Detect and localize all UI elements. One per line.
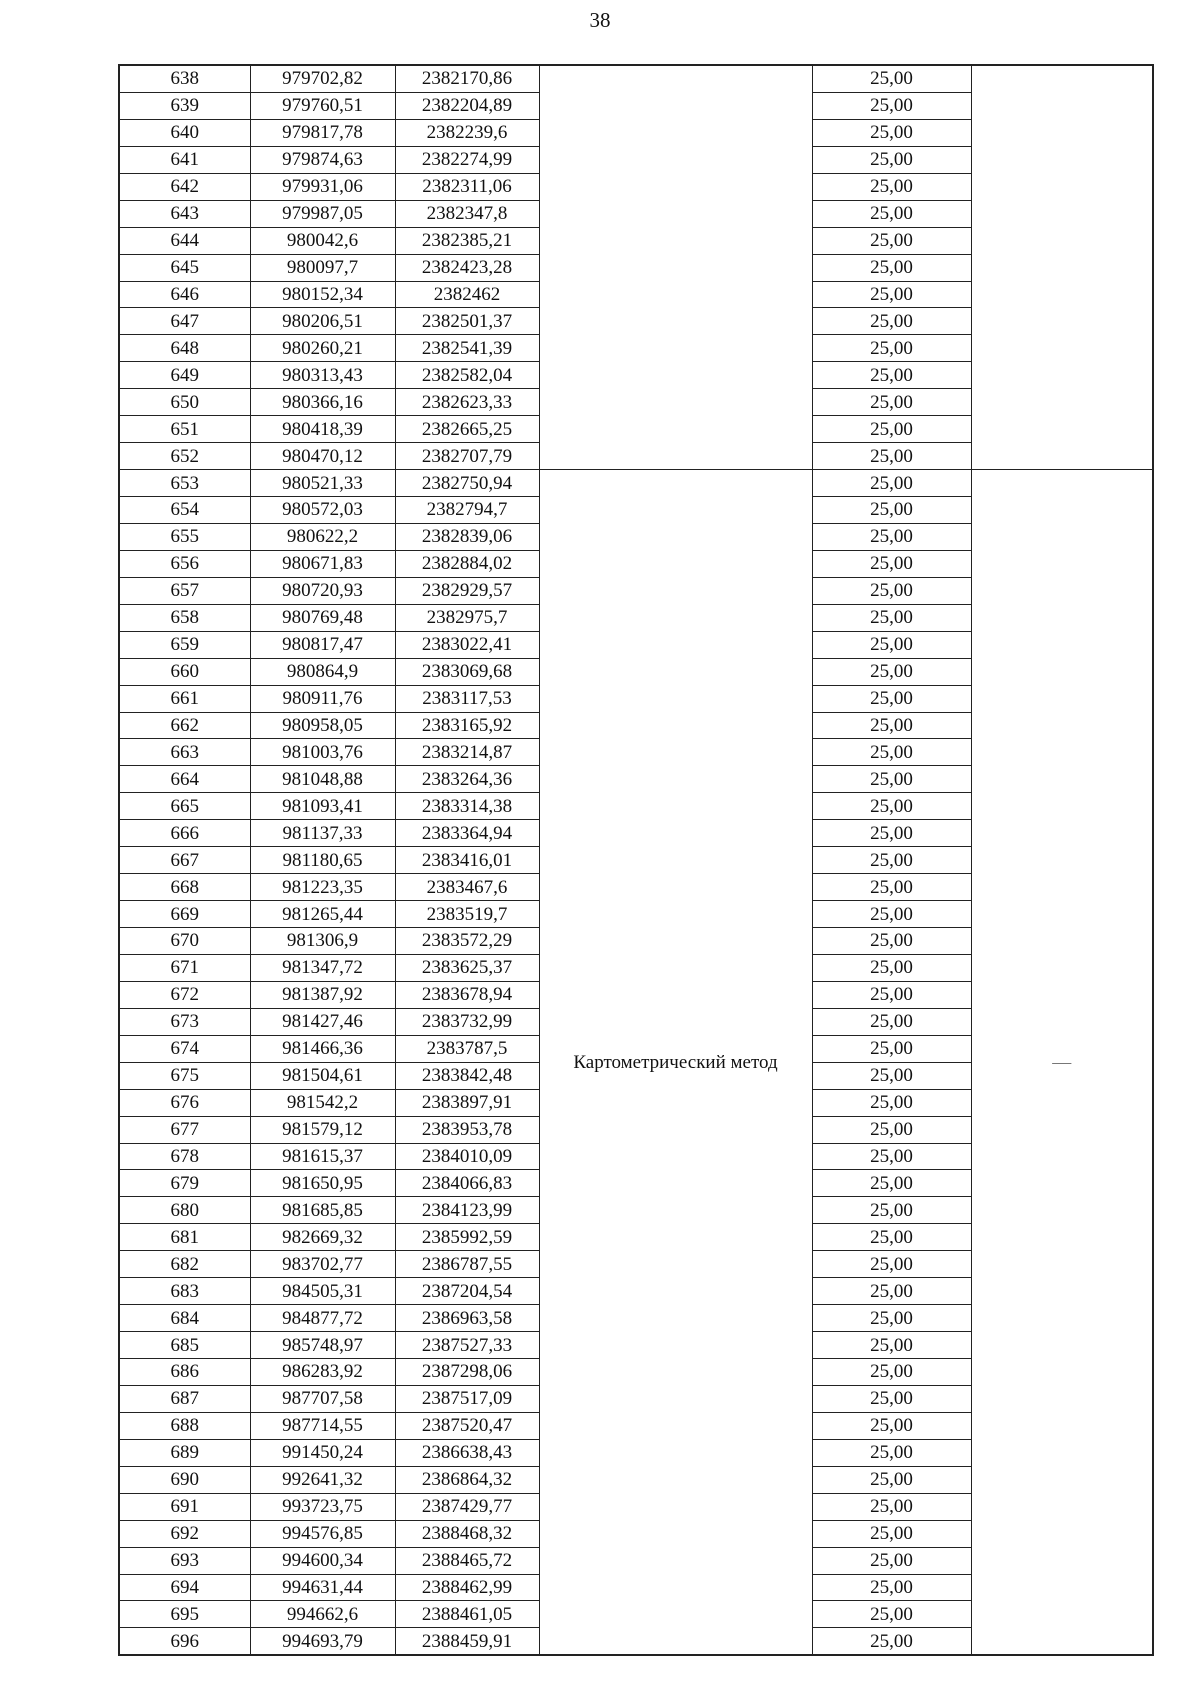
y-coordinate-cell: 2383069,68: [395, 658, 539, 685]
accuracy-cell: 25,00: [812, 200, 971, 227]
note-cell: —: [971, 470, 1153, 1656]
point-number-cell: 652: [119, 443, 250, 470]
y-coordinate-cell: 2383519,7: [395, 901, 539, 928]
table-row: [119, 470, 1153, 497]
y-coordinate-cell: 2384066,83: [395, 1170, 539, 1197]
y-coordinate-cell: 2383678,94: [395, 981, 539, 1008]
accuracy-cell: 25,00: [812, 739, 971, 766]
point-number-cell: 641: [119, 146, 250, 173]
accuracy-cell: 25,00: [812, 1197, 971, 1224]
point-number-cell: 680: [119, 1197, 250, 1224]
point-number-cell: 639: [119, 92, 250, 119]
x-coordinate-cell: 981579,12: [250, 1116, 395, 1143]
y-coordinate-cell: 2385992,59: [395, 1224, 539, 1251]
y-coordinate-cell: 2388462,99: [395, 1574, 539, 1601]
y-coordinate-cell: 2384123,99: [395, 1197, 539, 1224]
accuracy-cell: 25,00: [812, 362, 971, 389]
x-coordinate-cell: 991450,24: [250, 1439, 395, 1466]
x-coordinate-cell: 981137,33: [250, 820, 395, 847]
accuracy-cell: 25,00: [812, 685, 971, 712]
x-coordinate-cell: 980958,05: [250, 712, 395, 739]
y-coordinate-cell: 2382794,7: [395, 497, 539, 524]
accuracy-cell: 25,00: [812, 1089, 971, 1116]
accuracy-cell: 25,00: [812, 1170, 971, 1197]
x-coordinate-cell: 987714,55: [250, 1412, 395, 1439]
y-coordinate-cell: 2382239,6: [395, 119, 539, 146]
accuracy-cell: 25,00: [812, 1035, 971, 1062]
y-coordinate-cell: 2386787,55: [395, 1251, 539, 1278]
accuracy-cell: 25,00: [812, 1143, 971, 1170]
accuracy-cell: 25,00: [812, 1008, 971, 1035]
point-number-cell: 671: [119, 954, 250, 981]
accuracy-cell: 25,00: [812, 1493, 971, 1520]
accuracy-cell: 25,00: [812, 335, 971, 362]
point-number-cell: 693: [119, 1547, 250, 1574]
point-number-cell: 683: [119, 1278, 250, 1305]
x-coordinate-cell: 980671,83: [250, 550, 395, 577]
point-number-cell: 679: [119, 1170, 250, 1197]
x-coordinate-cell: 980622,2: [250, 523, 395, 550]
x-coordinate-cell: 979760,51: [250, 92, 395, 119]
x-coordinate-cell: 981093,41: [250, 793, 395, 820]
accuracy-cell: 25,00: [812, 766, 971, 793]
y-coordinate-cell: 2383214,87: [395, 739, 539, 766]
y-coordinate-cell: 2383264,36: [395, 766, 539, 793]
y-coordinate-cell: 2388459,91: [395, 1628, 539, 1655]
point-number-cell: 645: [119, 254, 250, 281]
point-number-cell: 642: [119, 173, 250, 200]
y-coordinate-cell: 2383314,38: [395, 793, 539, 820]
accuracy-cell: 25,00: [812, 389, 971, 416]
accuracy-cell: 25,00: [812, 954, 971, 981]
point-number-cell: 670: [119, 928, 250, 955]
y-coordinate-cell: 2382311,06: [395, 173, 539, 200]
y-coordinate-cell: 2382582,04: [395, 362, 539, 389]
y-coordinate-cell: 2382623,33: [395, 389, 539, 416]
accuracy-cell: 25,00: [812, 173, 971, 200]
accuracy-cell: 25,00: [812, 1224, 971, 1251]
accuracy-cell: 25,00: [812, 1439, 971, 1466]
y-coordinate-cell: 2382929,57: [395, 577, 539, 604]
accuracy-cell: 25,00: [812, 1116, 971, 1143]
point-number-cell: 648: [119, 335, 250, 362]
y-coordinate-cell: 2382347,8: [395, 200, 539, 227]
accuracy-cell: 25,00: [812, 497, 971, 524]
x-coordinate-cell: 980911,76: [250, 685, 395, 712]
x-coordinate-cell: 979874,63: [250, 146, 395, 173]
point-number-cell: 650: [119, 389, 250, 416]
y-coordinate-cell: 2383842,48: [395, 1062, 539, 1089]
x-coordinate-cell: 981306,9: [250, 928, 395, 955]
point-number-cell: 661: [119, 685, 250, 712]
accuracy-cell: 25,00: [812, 604, 971, 631]
accuracy-cell: 25,00: [812, 1412, 971, 1439]
x-coordinate-cell: 981347,72: [250, 954, 395, 981]
method-cell: Картометрический метод: [539, 470, 812, 1656]
y-coordinate-cell: 2386864,32: [395, 1466, 539, 1493]
accuracy-cell: 25,00: [812, 1628, 971, 1655]
point-number-cell: 653: [119, 470, 250, 497]
y-coordinate-cell: 2383364,94: [395, 820, 539, 847]
method-cell: [539, 65, 812, 470]
y-coordinate-cell: 2382750,94: [395, 470, 539, 497]
point-number-cell: 686: [119, 1359, 250, 1386]
accuracy-cell: 25,00: [812, 1062, 971, 1089]
point-number-cell: 682: [119, 1251, 250, 1278]
accuracy-cell: 25,00: [812, 631, 971, 658]
point-number-cell: 657: [119, 577, 250, 604]
x-coordinate-cell: 994576,85: [250, 1520, 395, 1547]
point-number-cell: 659: [119, 631, 250, 658]
accuracy-cell: 25,00: [812, 92, 971, 119]
accuracy-cell: 25,00: [812, 874, 971, 901]
x-coordinate-cell: 980720,93: [250, 577, 395, 604]
accuracy-cell: 25,00: [812, 1359, 971, 1386]
y-coordinate-cell: 2382707,79: [395, 443, 539, 470]
point-number-cell: 675: [119, 1062, 250, 1089]
accuracy-cell: 25,00: [812, 308, 971, 335]
y-coordinate-cell: 2387527,33: [395, 1332, 539, 1359]
point-number-cell: 694: [119, 1574, 250, 1601]
accuracy-cell: 25,00: [812, 1305, 971, 1332]
y-coordinate-cell: 2383467,6: [395, 874, 539, 901]
accuracy-cell: 25,00: [812, 1547, 971, 1574]
point-number-cell: 660: [119, 658, 250, 685]
accuracy-cell: 25,00: [812, 577, 971, 604]
point-number-cell: 662: [119, 712, 250, 739]
point-number-cell: 668: [119, 874, 250, 901]
x-coordinate-cell: 980152,34: [250, 281, 395, 308]
x-coordinate-cell: 981542,2: [250, 1089, 395, 1116]
x-coordinate-cell: 982669,32: [250, 1224, 395, 1251]
y-coordinate-cell: 2386963,58: [395, 1305, 539, 1332]
point-number-cell: 643: [119, 200, 250, 227]
y-coordinate-cell: 2383572,29: [395, 928, 539, 955]
accuracy-cell: 25,00: [812, 981, 971, 1008]
y-coordinate-cell: 2382839,06: [395, 523, 539, 550]
point-number-cell: 663: [119, 739, 250, 766]
x-coordinate-cell: 993723,75: [250, 1493, 395, 1520]
accuracy-cell: 25,00: [812, 1251, 971, 1278]
x-coordinate-cell: 980206,51: [250, 308, 395, 335]
x-coordinate-cell: 980097,7: [250, 254, 395, 281]
y-coordinate-cell: 2382462: [395, 281, 539, 308]
x-coordinate-cell: 994631,44: [250, 1574, 395, 1601]
y-coordinate-cell: 2382274,99: [395, 146, 539, 173]
point-number-cell: 649: [119, 362, 250, 389]
y-coordinate-cell: 2384010,09: [395, 1143, 539, 1170]
x-coordinate-cell: 984505,31: [250, 1278, 395, 1305]
x-coordinate-cell: 983702,77: [250, 1251, 395, 1278]
page-number: 38: [589, 8, 611, 32]
y-coordinate-cell: 2383897,91: [395, 1089, 539, 1116]
y-coordinate-cell: 2382884,02: [395, 550, 539, 577]
point-number-cell: 687: [119, 1385, 250, 1412]
x-coordinate-cell: 994662,6: [250, 1601, 395, 1628]
point-number-cell: 640: [119, 119, 250, 146]
point-number-cell: 664: [119, 766, 250, 793]
point-number-cell: 658: [119, 604, 250, 631]
point-number-cell: 656: [119, 550, 250, 577]
x-coordinate-cell: 980260,21: [250, 335, 395, 362]
point-number-cell: 691: [119, 1493, 250, 1520]
point-number-cell: 676: [119, 1089, 250, 1116]
accuracy-cell: 25,00: [812, 65, 971, 92]
y-coordinate-cell: 2387429,77: [395, 1493, 539, 1520]
point-number-cell: 672: [119, 981, 250, 1008]
point-number-cell: 681: [119, 1224, 250, 1251]
x-coordinate-cell: 981685,85: [250, 1197, 395, 1224]
y-coordinate-cell: 2387520,47: [395, 1412, 539, 1439]
y-coordinate-cell: 2383625,37: [395, 954, 539, 981]
x-coordinate-cell: 980470,12: [250, 443, 395, 470]
point-number-cell: 647: [119, 308, 250, 335]
point-number-cell: 689: [119, 1439, 250, 1466]
y-coordinate-cell: 2382423,28: [395, 254, 539, 281]
x-coordinate-cell: 981180,65: [250, 847, 395, 874]
accuracy-cell: 25,00: [812, 1332, 971, 1359]
x-coordinate-cell: 980572,03: [250, 497, 395, 524]
y-coordinate-cell: 2382975,7: [395, 604, 539, 631]
accuracy-cell: 25,00: [812, 1574, 971, 1601]
y-coordinate-cell: 2387517,09: [395, 1385, 539, 1412]
y-coordinate-cell: 2382204,89: [395, 92, 539, 119]
x-coordinate-cell: 980817,47: [250, 631, 395, 658]
y-coordinate-cell: 2383117,53: [395, 685, 539, 712]
x-coordinate-cell: 987707,58: [250, 1385, 395, 1412]
point-number-cell: 665: [119, 793, 250, 820]
y-coordinate-cell: 2383732,99: [395, 1008, 539, 1035]
accuracy-cell: 25,00: [812, 146, 971, 173]
accuracy-cell: 25,00: [812, 847, 971, 874]
accuracy-cell: 25,00: [812, 523, 971, 550]
x-coordinate-cell: 979987,05: [250, 200, 395, 227]
y-coordinate-cell: 2382665,25: [395, 416, 539, 443]
accuracy-cell: 25,00: [812, 227, 971, 254]
y-coordinate-cell: 2386638,43: [395, 1439, 539, 1466]
x-coordinate-cell: 981504,61: [250, 1062, 395, 1089]
y-coordinate-cell: 2383165,92: [395, 712, 539, 739]
x-coordinate-cell: 980418,39: [250, 416, 395, 443]
x-coordinate-cell: 980042,6: [250, 227, 395, 254]
accuracy-cell: 25,00: [812, 550, 971, 577]
accuracy-cell: 25,00: [812, 1520, 971, 1547]
point-number-cell: 685: [119, 1332, 250, 1359]
x-coordinate-cell: 981427,46: [250, 1008, 395, 1035]
x-coordinate-cell: 984877,72: [250, 1305, 395, 1332]
accuracy-cell: 25,00: [812, 901, 971, 928]
point-number-cell: 673: [119, 1008, 250, 1035]
x-coordinate-cell: 994693,79: [250, 1628, 395, 1655]
point-number-cell: 695: [119, 1601, 250, 1628]
x-coordinate-cell: 981387,92: [250, 981, 395, 1008]
y-coordinate-cell: 2383022,41: [395, 631, 539, 658]
x-coordinate-cell: 980521,33: [250, 470, 395, 497]
x-coordinate-cell: 979817,78: [250, 119, 395, 146]
y-coordinate-cell: 2388468,32: [395, 1520, 539, 1547]
accuracy-cell: 25,00: [812, 1466, 971, 1493]
coordinates-table: [118, 64, 1154, 1656]
accuracy-cell: 25,00: [812, 1385, 971, 1412]
accuracy-cell: 25,00: [812, 119, 971, 146]
accuracy-cell: 25,00: [812, 416, 971, 443]
x-coordinate-cell: 980864,9: [250, 658, 395, 685]
accuracy-cell: 25,00: [812, 820, 971, 847]
accuracy-cell: 25,00: [812, 1278, 971, 1305]
point-number-cell: 684: [119, 1305, 250, 1332]
accuracy-cell: 25,00: [812, 712, 971, 739]
x-coordinate-cell: 981003,76: [250, 739, 395, 766]
point-number-cell: 646: [119, 281, 250, 308]
y-coordinate-cell: 2382501,37: [395, 308, 539, 335]
x-coordinate-cell: 992641,32: [250, 1466, 395, 1493]
y-coordinate-cell: 2387298,06: [395, 1359, 539, 1386]
accuracy-cell: 25,00: [812, 658, 971, 685]
x-coordinate-cell: 981265,44: [250, 901, 395, 928]
y-coordinate-cell: 2382170,86: [395, 65, 539, 92]
point-number-cell: 678: [119, 1143, 250, 1170]
point-number-cell: 644: [119, 227, 250, 254]
y-coordinate-cell: 2388465,72: [395, 1547, 539, 1574]
point-number-cell: 674: [119, 1035, 250, 1062]
x-coordinate-cell: 985748,97: [250, 1332, 395, 1359]
accuracy-cell: 25,00: [812, 1601, 971, 1628]
accuracy-cell: 25,00: [812, 443, 971, 470]
point-number-cell: 669: [119, 901, 250, 928]
y-coordinate-cell: 2382541,39: [395, 335, 539, 362]
x-coordinate-cell: 981650,95: [250, 1170, 395, 1197]
table-row: [119, 65, 1153, 92]
x-coordinate-cell: 980313,43: [250, 362, 395, 389]
x-coordinate-cell: 981223,35: [250, 874, 395, 901]
point-number-cell: 655: [119, 523, 250, 550]
x-coordinate-cell: 981466,36: [250, 1035, 395, 1062]
x-coordinate-cell: 980366,16: [250, 389, 395, 416]
y-coordinate-cell: 2387204,54: [395, 1278, 539, 1305]
point-number-cell: 651: [119, 416, 250, 443]
x-coordinate-cell: 980769,48: [250, 604, 395, 631]
accuracy-cell: 25,00: [812, 281, 971, 308]
point-number-cell: 666: [119, 820, 250, 847]
accuracy-cell: 25,00: [812, 254, 971, 281]
x-coordinate-cell: 979931,06: [250, 173, 395, 200]
point-number-cell: 690: [119, 1466, 250, 1493]
x-coordinate-cell: 979702,82: [250, 65, 395, 92]
x-coordinate-cell: 994600,34: [250, 1547, 395, 1574]
point-number-cell: 667: [119, 847, 250, 874]
x-coordinate-cell: 981615,37: [250, 1143, 395, 1170]
y-coordinate-cell: 2388461,05: [395, 1601, 539, 1628]
point-number-cell: 638: [119, 65, 250, 92]
point-number-cell: 688: [119, 1412, 250, 1439]
x-coordinate-cell: 986283,92: [250, 1359, 395, 1386]
accuracy-cell: 25,00: [812, 928, 971, 955]
point-number-cell: 654: [119, 497, 250, 524]
point-number-cell: 692: [119, 1520, 250, 1547]
y-coordinate-cell: 2383787,5: [395, 1035, 539, 1062]
accuracy-cell: 25,00: [812, 470, 971, 497]
x-coordinate-cell: 981048,88: [250, 766, 395, 793]
y-coordinate-cell: 2383953,78: [395, 1116, 539, 1143]
y-coordinate-cell: 2382385,21: [395, 227, 539, 254]
accuracy-cell: 25,00: [812, 793, 971, 820]
note-cell: [971, 65, 1153, 470]
point-number-cell: 677: [119, 1116, 250, 1143]
y-coordinate-cell: 2383416,01: [395, 847, 539, 874]
point-number-cell: 696: [119, 1628, 250, 1655]
